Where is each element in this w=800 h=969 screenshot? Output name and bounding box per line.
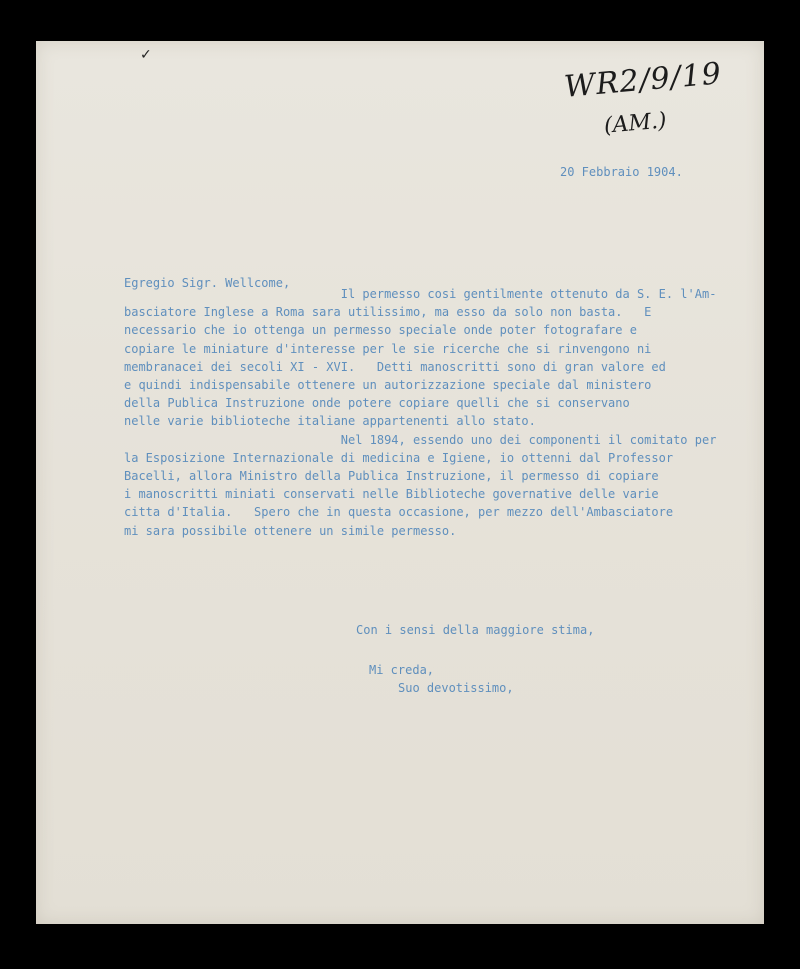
body-line: della Publica Instruzione onde potere copiare quelli che si conservano — [124, 396, 630, 411]
body-line: nelle varie biblioteche italiane appartenenti allo stato. — [124, 414, 536, 429]
body-line: copiare le miniature d'interesse per le sie ricerche che si rinvengono ni — [124, 341, 652, 356]
body-line: Il permesso cosi gentilmente ottenuto da S. E. l'Am- — [124, 287, 717, 301]
corner-tick-mark: ✓ — [140, 47, 152, 63]
body-line: mi sara possibile ottenere un simile permesso. — [124, 523, 457, 538]
body-line: e quindi indispensabile ottenere un autorizzazione speciale dal ministero — [124, 378, 652, 393]
body-line: Bacelli, allora Ministro della Publica Instruzione, il permesso di copiare — [124, 469, 659, 484]
handwritten-reference: WR2/9/19 — [562, 56, 724, 105]
letter-body — [124, 285, 760, 540]
body-line: membranacei dei secoli XI - XVI. Detti manoscritti sono di gran valore ed — [124, 359, 666, 374]
body-line: citta d'Italia. Spero che in questa occasione, per mezzo dell'Ambasciatore — [124, 505, 674, 520]
letter-salutation: Egregio Sigr. Wellcome, — [124, 276, 291, 290]
closing-mi-creda: Mi creda, — [369, 663, 435, 677]
body-line: i manoscritti miniati conservati nelle Biblioteche governative delle varie — [124, 487, 659, 502]
closing-signoff: Suo devotissimo, — [398, 681, 514, 695]
letter-sheet — [36, 41, 764, 924]
body-line: Nel 1894, essendo uno dei componenti il comitato per — [124, 432, 717, 447]
handwritten-initials: (AM.) — [603, 108, 668, 139]
letter-date: 20 Febbraio 1904. — [560, 165, 683, 179]
body-line: la Esposizione Internazionale di medicina e Igiene, io ottenni dal Professor — [124, 450, 674, 465]
body-line: necessario che io ottenga un permesso speciale onde poter fotografare e — [124, 323, 637, 338]
body-line: basciatore Inglese a Roma sara utilissimo, ma esso da solo non basta. E — [124, 305, 652, 320]
closing-regards: Con i sensi della maggiore stima, — [356, 623, 595, 637]
